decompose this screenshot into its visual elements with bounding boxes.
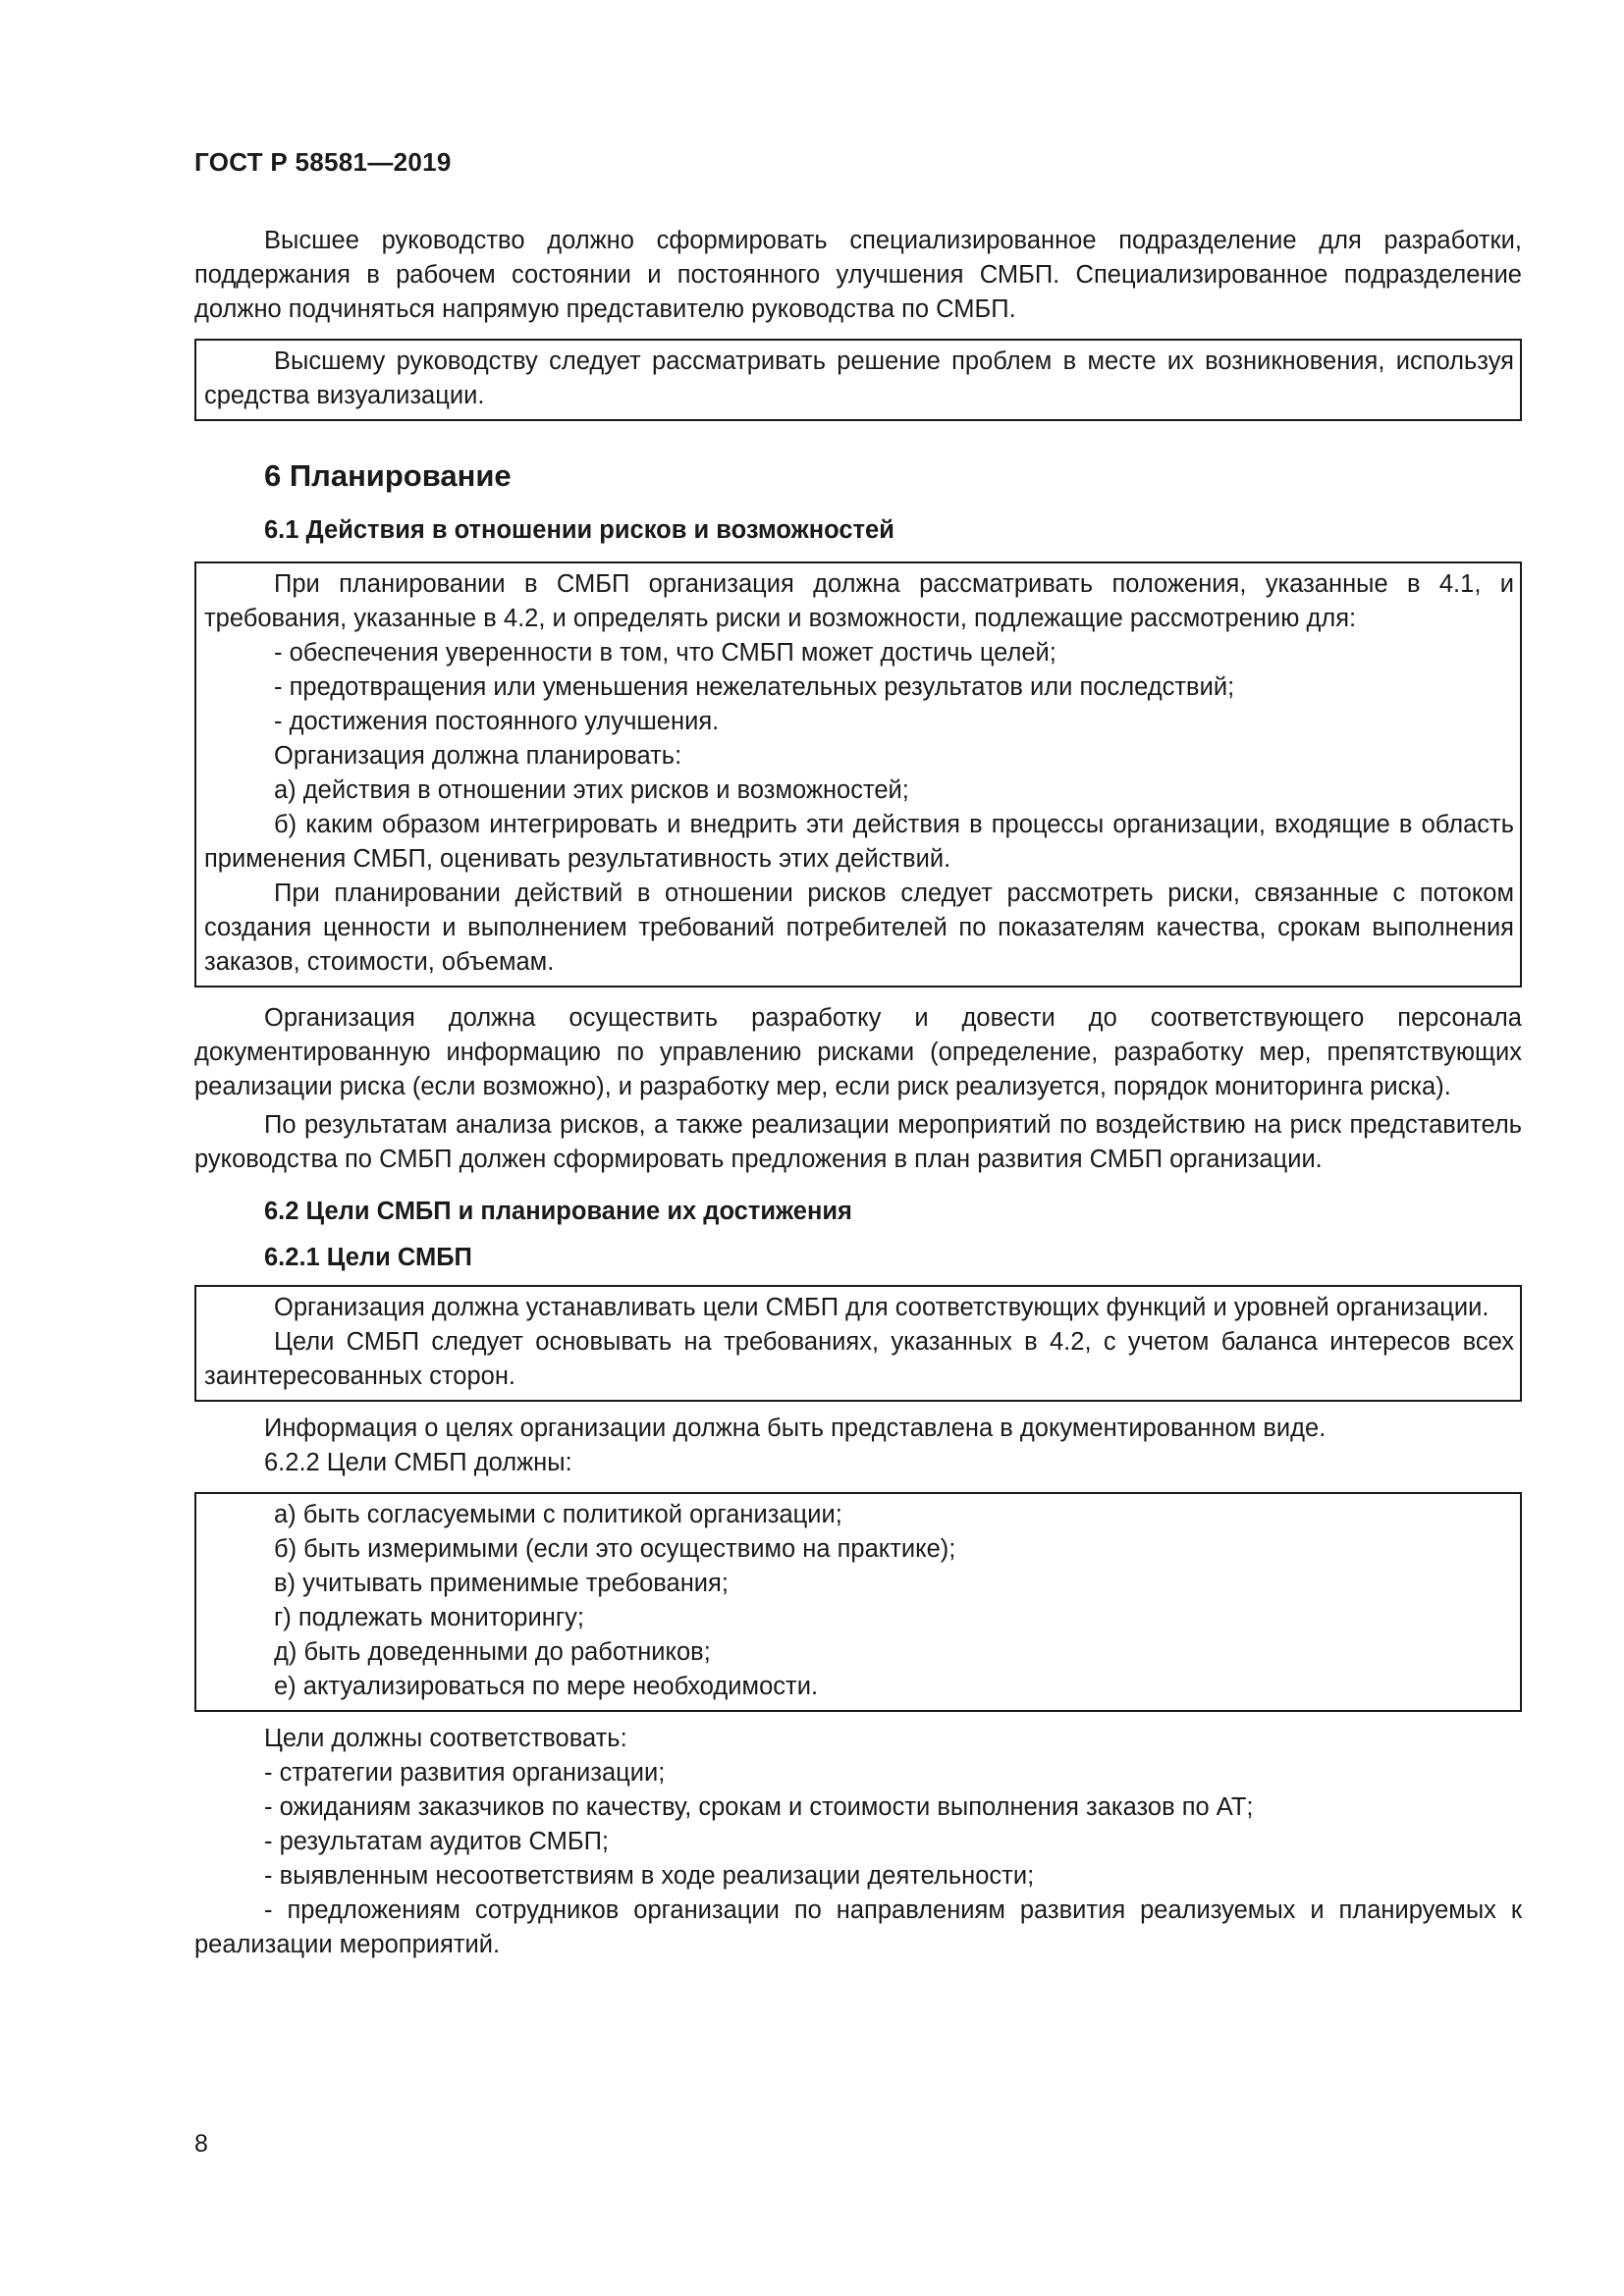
boxed-paragraph: Организация должна планировать: (274, 742, 682, 770)
list-item: г) подлежать мониторингу; (274, 1604, 584, 1631)
list-item: б) быть измеримыми (если это осуществимо на практике); (274, 1535, 956, 1563)
document-header: ГОСТ Р 58581—2019 (194, 147, 452, 177)
paragraph: 6.2.2 Цели СМБП должны: (264, 1449, 572, 1476)
section-title: 6 Планирование (264, 458, 512, 493)
list-item: б) каким образом интегрировать и внедрить эти действия в процессы организации, входящие в область применения СМБП, оценивать результативность этих действий. (204, 811, 1514, 873)
dash-item: - выявленным несоответствиям в ходе реализации деятельности; (264, 1862, 1035, 1890)
boxed-paragraph: Высшему руководству следует рассматривать решение проблем в месте их возникновения, используя средства визуализации. (204, 347, 1514, 409)
list-item: в) учитывать применимые требования; (274, 1570, 729, 1597)
boxed-text (194, 1285, 1522, 1402)
boxed-list (194, 1492, 1522, 1712)
dash-item: - достижения постоянного улучшения. (274, 708, 720, 735)
dash-item: - предотвращения или уменьшения нежелательных результатов или последствий; (274, 673, 1235, 701)
boxed-paragraph: Организация должна устанавливать цели СМБП для соответствующих функций и уровней организации. (274, 1294, 1489, 1321)
dash-item: - стратегии развития организации; (264, 1759, 666, 1787)
boxed-text (194, 561, 1522, 988)
paragraph: По результатам анализа рисков, а также реализации мероприятий по воздействию на риск представитель руководства по СМБП должен сформировать предложения в план развития СМБП организации. (194, 1111, 1522, 1173)
page-number: 8 (194, 2130, 208, 2158)
boxed-text (194, 339, 1522, 421)
subsection-title: 6.2 Цели СМБП и планирование их достижения (264, 1198, 852, 1225)
list-item: е) актуализироваться по мере необходимости. (274, 1673, 819, 1700)
paragraph: Информация о целях организации должна быть представлена в документированном виде. (264, 1415, 1326, 1442)
page-content (194, 224, 1522, 1962)
list-item: а) действия в отношении этих рисков и возможностей; (274, 776, 909, 804)
paragraph: Цели должны соответствовать: (264, 1725, 627, 1752)
boxed-paragraph: При планировании действий в отношении рисков следует рассмотреть риски, связанные с потоком создания ценности и выполнением требований потребителей по показателям качества, срокам выполнения заказов, стоимости, объемам. (204, 880, 1514, 976)
boxed-paragraph: Цели СМБП следует основывать на требованиях, указанных в 4.2, с учетом баланса интересов всех заинтересованных сторон. (204, 1328, 1514, 1390)
paragraph: Высшее руководство должно сформировать специализированное подразделение для разработки, поддержания в рабочем состоянии и постоянного улучшения СМБП. Специализированное подразделение должно подчиняться напрямую представителю руководства по СМБП. (194, 227, 1522, 323)
dash-item: - ожиданиям заказчиков по качеству, срокам и стоимости выполнения заказов по АТ; (264, 1793, 1254, 1821)
boxed-paragraph: При планировании в СМБП организация должна рассматривать положения, указанные в 4.1, и требования, указанные в 4.2, и определять риски и возможности, подлежащие рассмотрению для: (204, 570, 1514, 632)
dash-item: - обеспечения уверенности в том, что СМБП может достичь целей; (274, 639, 1056, 667)
list-item: а) быть согласуемыми с политикой организации; (274, 1501, 842, 1528)
list-item: д) быть доведенными до работников; (274, 1638, 711, 1666)
dash-item: - предложениям сотрудников организации по направлениям развития реализуемых и планируемых к реализации мероприятий. (194, 1896, 1522, 1958)
dash-item: - результатам аудитов СМБП; (264, 1828, 609, 1855)
subsection-title: 6.1 Действия в отношении рисков и возможностей (264, 516, 894, 544)
subsection-title: 6.2.1 Цели СМБП (264, 1244, 472, 1271)
paragraph: Организация должна осуществить разработку и довести до соответствующего персонала документированную информацию по управлению рисками (определение, разработку мер, препятствующих реализации риска (если возможно), и разработку мер, если риск реализуется, порядок мониторинга риска). (194, 1004, 1522, 1100)
